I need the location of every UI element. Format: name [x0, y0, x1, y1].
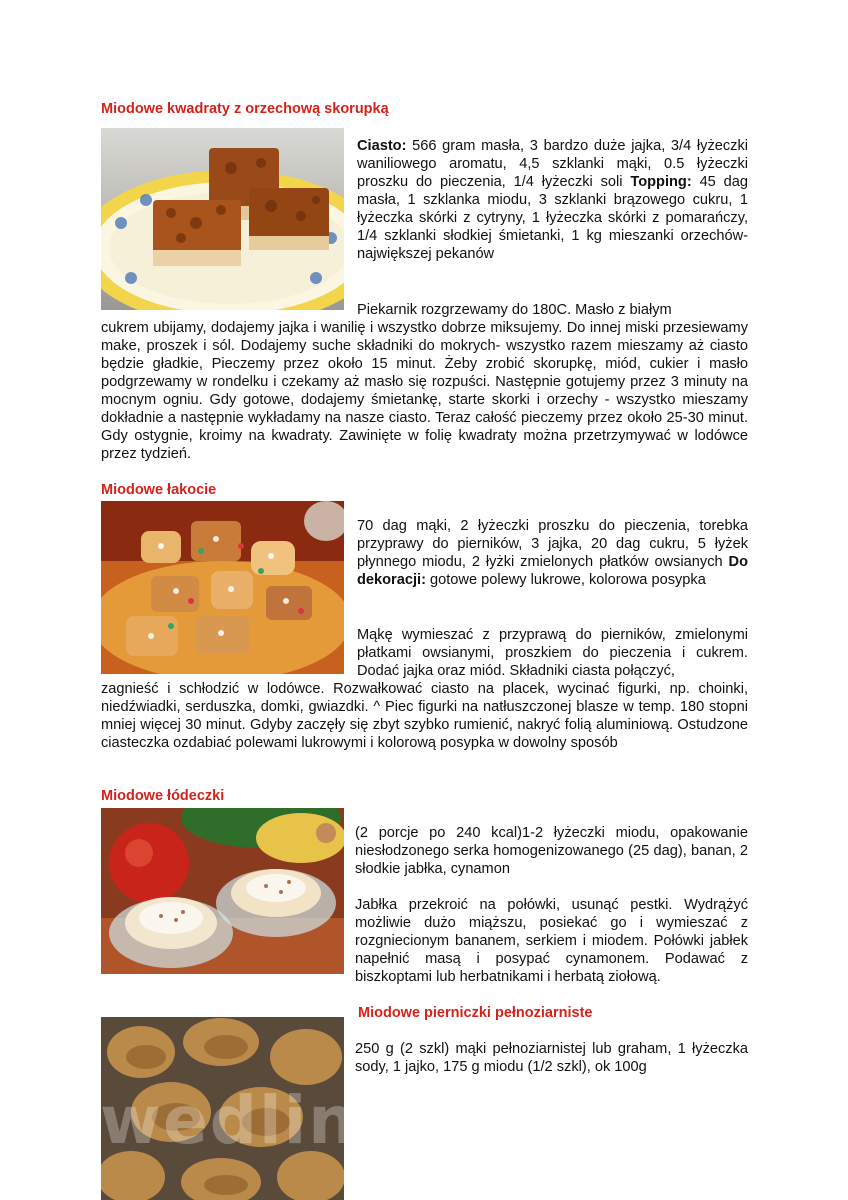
recipe-ingredients: 70 dag mąki, 2 łyżeczki proszku do pieczenia, torebka przyprawy do pierników, 3 jajka, 20 dag cukru, 5 łyżek płynnego miodu, 2 łyżki zmielonych płatków owsianych Do dekoracji: gotowe polewy lukrowe, kolorowa posypka: [357, 518, 748, 588]
recipe-instructions: Jabłka przekroić na połówki, usunąć pestki. Wydrążyć możliwie dużo miąższu, posiekać go i wymieszać z rozgniecionym bananem, serkiem i miodem. Połówki jabłek napełnić masą i posypać cynamonem. Podawać z biszkoptami lub herbatnikami i herbatą ziołową.: [355, 897, 748, 985]
recipe-instructions-start: Piekarnik rozgrzewamy do 180C. Masło z białym: [357, 302, 672, 318]
honey-apple-boats-photo: [101, 808, 344, 974]
recipe-ingredients: 250 g (2 szkl) mąki pełnoziarnistej lub graham, 1 łyżeczka sody, 1 jajko, 175 g miodu (1/2 szkl), ok 100g: [355, 1041, 748, 1075]
recipe-ingredients: (2 porcje po 240 kcal)1-2 łyżeczki miodu, opakowanie niesłodzonego serka homogenizowanego (25 dag), banan, 2 słodkie jabłka, cynamon: [355, 825, 748, 877]
wholegrain-gingerbread-photo: [101, 1017, 344, 1200]
recipe-instructions-start: Mąkę wymieszać z przyprawą do pierników, zmielonymi płatkami owsianymi, proszkiem do pieczenia i cukrem. Dodać jajka oraz miód. Składniki ciasta połączyć,: [357, 627, 748, 679]
recipe-title: Miodowe pierniczki pełnoziarniste: [358, 1005, 593, 1021]
recipe-title: Miodowe kwadraty z orzechową skorupką: [101, 101, 389, 117]
recipe-instructions: cukrem ubijamy, dodajemy jajka i wanilię i wszystko dobrze miksujemy. Do innej miski przesiewamy make, proszek i sól. Dodajemy suche składniki do mokrych- wszystko razem mieszamy aż ciasto będzie gładkie, Pieczemy przez około 15 minut. Żeby zrobić skorupkę, miód, cukier i masło podgrzewamy w rondelku i czekamy aż masło się rozpuści. Następnie gotujemy przez 3 minuty na mocnym ogniu. Gdy gotowe, dodajemy śmietankę, starte skorki i orzechy - wszystko mieszamy dokładnie a następnie wykładamy na nasze ciasto. Teraz całość pieczemy przez około 25-30 minut. Gdy ostygnie, kroimy na kwadraty. Zawinięte w folię kwadraty można przetrzymywać w lodówce przez tydzień.: [101, 320, 748, 462]
recipe-instructions: zagnieść i schłodzić w lodówce. Rozwałkować ciasto na placek, wycinać figurki, np. choinki, niedźwiadki, serduszka, domki, gwiazdki. ^ Piec figurki na natłuszczonej blasze w temp. 180 stopni mniej więcej 30 minut. Gdyby zaczęły się zbyt szybko rumienić, nakryć folią aluminiową. Ostudzone ciasteczka ozdabiać polewami lukrowymi i kolorową posypka w dowolny sposób: [101, 681, 748, 751]
recipe-title: Miodowe łakocie: [101, 482, 217, 498]
honey-cookies-photo: [101, 501, 344, 674]
watermark: wedlinydomowe.pl: [100, 1082, 828, 1159]
honey-squares-photo: [101, 128, 344, 310]
recipe-title: Miodowe łódeczki: [101, 788, 225, 804]
recipe-ingredients: Ciasto: 566 gram masła, 3 bardzo duże jajka, 3/4 łyżeczki waniliowego aromatu, 4,5 szklanki mąki, 0.5 łyżeczki proszku do pieczenia, 1/4 łyżeczki soli Topping: 45 dag masła, 1 szklanka miodu, 3 szklanki brązowego cukru, 1 łyżeczka skórki z cytryny, 1 łyżeczka skórki z pomarańczy, 1/4 szklanki słodkiej śmietanki, 1 kg mieszanki orzechów- największej pekanów: [357, 138, 748, 262]
